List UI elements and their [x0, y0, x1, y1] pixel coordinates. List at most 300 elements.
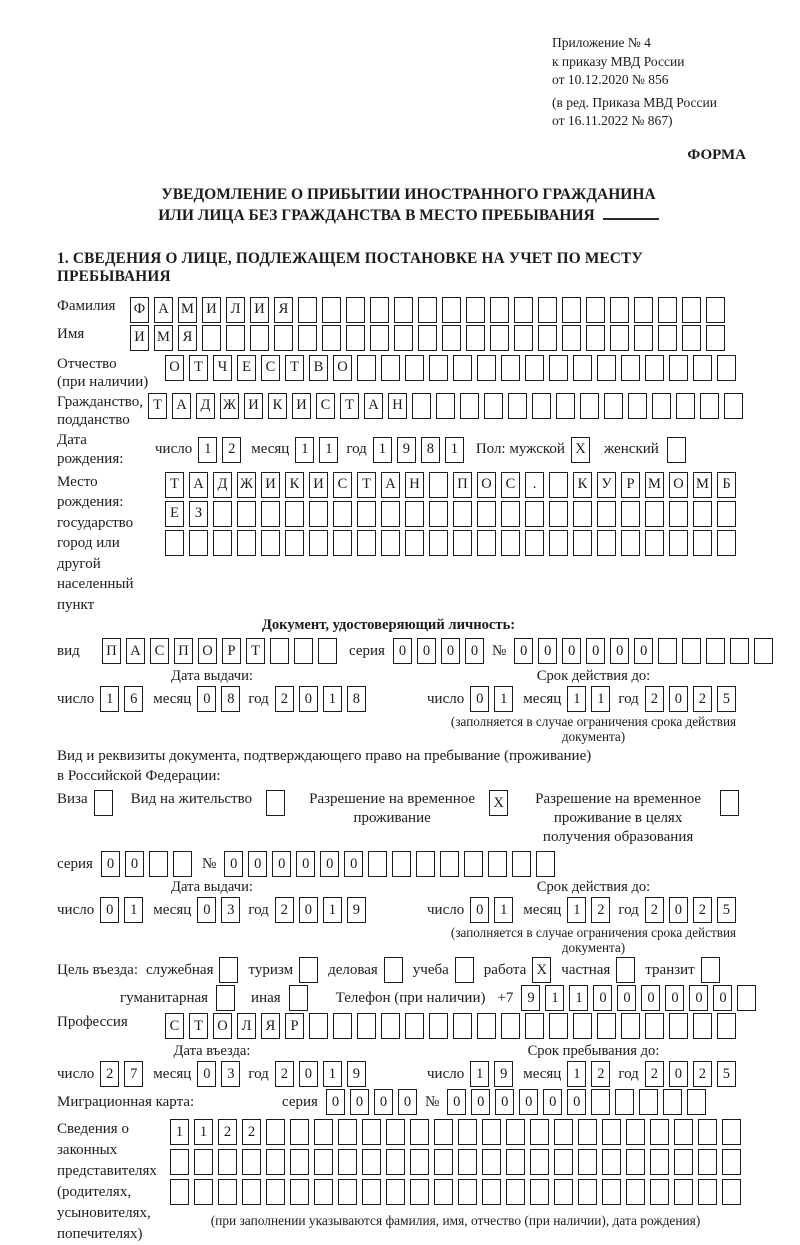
char-cell[interactable]	[362, 1179, 381, 1205]
char-cell[interactable]	[706, 297, 725, 323]
char-cell[interactable]: 1	[373, 437, 392, 463]
migration-series-input[interactable]	[326, 1089, 417, 1115]
char-cell[interactable]	[194, 1179, 213, 1205]
char-cell[interactable]	[381, 1013, 400, 1039]
char-cell[interactable]	[645, 355, 664, 381]
char-cell[interactable]: 0	[299, 686, 318, 712]
char-cell[interactable]: 0	[617, 985, 636, 1011]
char-cell[interactable]	[386, 1179, 405, 1205]
char-cell[interactable]	[170, 1149, 189, 1175]
char-cell[interactable]: А	[172, 393, 191, 419]
char-cell[interactable]: Я	[261, 1013, 280, 1039]
char-cell[interactable]	[602, 1149, 621, 1175]
char-cell[interactable]	[698, 1149, 717, 1175]
char-cell[interactable]	[333, 501, 352, 527]
char-cell[interactable]	[538, 325, 557, 351]
char-cell[interactable]	[514, 325, 533, 351]
birth-year-input[interactable]	[373, 437, 464, 463]
char-cell[interactable]	[580, 393, 599, 419]
char-cell[interactable]: 1	[567, 1061, 586, 1087]
char-cell[interactable]: И	[309, 472, 328, 498]
char-cell[interactable]	[591, 1089, 610, 1115]
char-cell[interactable]: Р	[285, 1013, 304, 1039]
char-cell[interactable]	[530, 1149, 549, 1175]
purpose-transit-checkbox[interactable]	[701, 957, 720, 983]
char-cell[interactable]: 3	[221, 1061, 240, 1087]
char-cell[interactable]: .	[525, 472, 544, 498]
char-cell[interactable]: С	[261, 355, 280, 381]
char-cell[interactable]	[621, 355, 640, 381]
char-cell[interactable]	[434, 1149, 453, 1175]
purpose-business-checkbox[interactable]	[384, 957, 403, 983]
char-cell[interactable]	[682, 638, 701, 664]
char-cell[interactable]	[482, 1179, 501, 1205]
char-cell[interactable]: Ч	[213, 355, 232, 381]
char-cell[interactable]	[514, 297, 533, 323]
char-cell[interactable]: 0	[641, 985, 660, 1011]
doc-series-input[interactable]	[393, 638, 484, 664]
char-cell[interactable]: К	[268, 393, 287, 419]
doc-issue-day[interactable]	[100, 686, 143, 712]
char-cell[interactable]	[586, 297, 605, 323]
char-cell[interactable]: Т	[189, 355, 208, 381]
char-cell[interactable]	[554, 1119, 573, 1145]
residence-valid-month[interactable]	[567, 897, 610, 923]
char-cell[interactable]: 9	[347, 897, 366, 923]
char-cell[interactable]: 2	[591, 1061, 610, 1087]
char-cell[interactable]	[626, 1179, 645, 1205]
char-cell[interactable]	[458, 1149, 477, 1175]
purpose-private-checkbox[interactable]	[616, 957, 635, 983]
char-cell[interactable]	[440, 851, 459, 877]
sex-female-checkbox[interactable]	[667, 437, 686, 463]
stay-day[interactable]	[470, 1061, 513, 1087]
char-cell[interactable]	[698, 1119, 717, 1145]
char-cell[interactable]	[700, 393, 719, 419]
char-cell[interactable]	[338, 1119, 357, 1145]
char-cell[interactable]: 1	[170, 1119, 189, 1145]
char-cell[interactable]: 5	[717, 686, 736, 712]
char-cell[interactable]	[381, 530, 400, 556]
char-cell[interactable]: Р	[222, 638, 241, 664]
visa-checkbox[interactable]	[94, 790, 113, 816]
char-cell[interactable]: К	[573, 472, 592, 498]
char-cell[interactable]	[333, 530, 352, 556]
residence-series-input[interactable]	[101, 851, 192, 877]
char-cell[interactable]: У	[597, 472, 616, 498]
char-cell[interactable]	[645, 501, 664, 527]
char-cell[interactable]: 1	[567, 897, 586, 923]
char-cell[interactable]	[314, 1179, 333, 1205]
char-cell[interactable]: Л	[237, 1013, 256, 1039]
char-cell[interactable]: 8	[347, 686, 366, 712]
char-cell[interactable]	[573, 355, 592, 381]
char-cell[interactable]: 0	[100, 897, 119, 923]
char-cell[interactable]: 1	[194, 1119, 213, 1145]
birth-day-input[interactable]	[198, 437, 241, 463]
char-cell[interactable]	[298, 325, 317, 351]
char-cell[interactable]: 2	[693, 686, 712, 712]
char-cell[interactable]	[536, 851, 555, 877]
char-cell[interactable]: Л	[226, 297, 245, 323]
char-cell[interactable]	[290, 1119, 309, 1145]
char-cell[interactable]	[674, 1179, 693, 1205]
char-cell[interactable]	[477, 530, 496, 556]
char-cell[interactable]: 0	[465, 638, 484, 664]
char-cell[interactable]	[338, 1149, 357, 1175]
purpose-humanitarian-checkbox[interactable]	[216, 985, 235, 1011]
char-cell[interactable]	[669, 501, 688, 527]
char-cell[interactable]	[322, 297, 341, 323]
char-cell[interactable]	[194, 1149, 213, 1175]
char-cell[interactable]: 0	[538, 638, 557, 664]
char-cell[interactable]: А	[381, 472, 400, 498]
char-cell[interactable]: О	[333, 355, 352, 381]
char-cell[interactable]: 0	[224, 851, 243, 877]
char-cell[interactable]	[610, 297, 629, 323]
char-cell[interactable]	[464, 851, 483, 877]
char-cell[interactable]	[549, 355, 568, 381]
char-cell[interactable]	[549, 501, 568, 527]
char-cell[interactable]: 0	[669, 1061, 688, 1087]
char-cell[interactable]	[578, 1179, 597, 1205]
char-cell[interactable]	[573, 530, 592, 556]
surname-input[interactable]	[130, 297, 725, 323]
char-cell[interactable]: 0	[344, 851, 363, 877]
char-cell[interactable]	[394, 297, 413, 323]
char-cell[interactable]	[266, 1179, 285, 1205]
char-cell[interactable]	[453, 501, 472, 527]
residence-issue-day[interactable]	[100, 897, 143, 923]
char-cell[interactable]	[261, 501, 280, 527]
char-cell[interactable]: 2	[275, 1061, 294, 1087]
char-cell[interactable]	[530, 1119, 549, 1145]
doc-issue-year[interactable]	[275, 686, 366, 712]
char-cell[interactable]	[309, 1013, 328, 1039]
char-cell[interactable]	[663, 1089, 682, 1115]
char-cell[interactable]	[394, 325, 413, 351]
char-cell[interactable]: 0	[634, 638, 653, 664]
char-cell[interactable]: 2	[275, 897, 294, 923]
char-cell[interactable]	[357, 1013, 376, 1039]
char-cell[interactable]	[669, 530, 688, 556]
char-cell[interactable]	[490, 325, 509, 351]
birth-place-input-row1[interactable]	[165, 472, 736, 498]
char-cell[interactable]: А	[189, 472, 208, 498]
char-cell[interactable]	[322, 325, 341, 351]
char-cell[interactable]: 1	[494, 897, 513, 923]
char-cell[interactable]	[392, 851, 411, 877]
entry-year[interactable]	[275, 1061, 366, 1087]
char-cell[interactable]	[418, 297, 437, 323]
char-cell[interactable]	[381, 501, 400, 527]
char-cell[interactable]: 0	[713, 985, 732, 1011]
char-cell[interactable]	[554, 1179, 573, 1205]
char-cell[interactable]	[442, 297, 461, 323]
char-cell[interactable]: О	[198, 638, 217, 664]
char-cell[interactable]	[370, 325, 389, 351]
char-cell[interactable]	[482, 1119, 501, 1145]
char-cell[interactable]	[602, 1119, 621, 1145]
stay-year[interactable]	[645, 1061, 736, 1087]
char-cell[interactable]	[525, 501, 544, 527]
char-cell[interactable]	[506, 1119, 525, 1145]
char-cell[interactable]	[525, 1013, 544, 1039]
char-cell[interactable]	[532, 393, 551, 419]
char-cell[interactable]	[477, 355, 496, 381]
char-cell[interactable]	[621, 1013, 640, 1039]
char-cell[interactable]	[650, 1149, 669, 1175]
char-cell[interactable]	[682, 297, 701, 323]
birth-place-input-row3[interactable]	[165, 530, 736, 556]
char-cell[interactable]	[285, 501, 304, 527]
char-cell[interactable]	[506, 1149, 525, 1175]
char-cell[interactable]: А	[126, 638, 145, 664]
char-cell[interactable]	[346, 297, 365, 323]
char-cell[interactable]	[573, 501, 592, 527]
char-cell[interactable]: Д	[213, 472, 232, 498]
char-cell[interactable]	[274, 325, 293, 351]
char-cell[interactable]	[453, 355, 472, 381]
char-cell[interactable]	[429, 472, 448, 498]
temp-residence-checkbox[interactable]: X	[489, 790, 508, 816]
char-cell[interactable]	[466, 297, 485, 323]
char-cell[interactable]	[490, 297, 509, 323]
char-cell[interactable]	[538, 297, 557, 323]
char-cell[interactable]	[189, 530, 208, 556]
char-cell[interactable]: О	[669, 472, 688, 498]
char-cell[interactable]: 2	[275, 686, 294, 712]
char-cell[interactable]	[628, 393, 647, 419]
char-cell[interactable]: 2	[693, 897, 712, 923]
char-cell[interactable]: 0	[470, 897, 489, 923]
char-cell[interactable]: 0	[514, 638, 533, 664]
char-cell[interactable]	[458, 1119, 477, 1145]
char-cell[interactable]	[549, 472, 568, 498]
char-cell[interactable]	[597, 1013, 616, 1039]
representatives-input-row3[interactable]	[170, 1179, 741, 1205]
char-cell[interactable]	[429, 355, 448, 381]
char-cell[interactable]	[658, 325, 677, 351]
char-cell[interactable]: С	[165, 1013, 184, 1039]
char-cell[interactable]: 8	[221, 686, 240, 712]
char-cell[interactable]	[615, 1089, 634, 1115]
phone-input[interactable]	[521, 985, 756, 1011]
char-cell[interactable]	[501, 355, 520, 381]
char-cell[interactable]	[669, 355, 688, 381]
doc-valid-month[interactable]	[567, 686, 610, 712]
char-cell[interactable]: 1	[591, 686, 610, 712]
char-cell[interactable]: 8	[421, 437, 440, 463]
char-cell[interactable]: 0	[447, 1089, 466, 1115]
char-cell[interactable]: 0	[689, 985, 708, 1011]
char-cell[interactable]	[621, 501, 640, 527]
char-cell[interactable]: Т	[340, 393, 359, 419]
char-cell[interactable]	[318, 638, 337, 664]
char-cell[interactable]: 1	[124, 897, 143, 923]
char-cell[interactable]	[436, 393, 455, 419]
char-cell[interactable]	[453, 530, 472, 556]
char-cell[interactable]: 2	[218, 1119, 237, 1145]
char-cell[interactable]: Т	[189, 1013, 208, 1039]
char-cell[interactable]	[429, 530, 448, 556]
char-cell[interactable]: Р	[621, 472, 640, 498]
char-cell[interactable]	[405, 530, 424, 556]
char-cell[interactable]	[652, 393, 671, 419]
char-cell[interactable]: А	[364, 393, 383, 419]
representatives-input-row2[interactable]	[170, 1149, 741, 1175]
char-cell[interactable]	[149, 851, 168, 877]
char-cell[interactable]: 2	[645, 897, 664, 923]
char-cell[interactable]	[562, 297, 581, 323]
char-cell[interactable]	[556, 393, 575, 419]
char-cell[interactable]	[754, 638, 773, 664]
purpose-official-checkbox[interactable]	[219, 957, 238, 983]
char-cell[interactable]	[357, 501, 376, 527]
char-cell[interactable]: 2	[645, 1061, 664, 1087]
char-cell[interactable]: 0	[470, 686, 489, 712]
char-cell[interactable]	[650, 1119, 669, 1145]
char-cell[interactable]	[530, 1179, 549, 1205]
char-cell[interactable]	[218, 1179, 237, 1205]
char-cell[interactable]	[237, 501, 256, 527]
patronymic-input[interactable]	[165, 355, 736, 381]
purpose-work-checkbox[interactable]: X	[532, 957, 551, 983]
birth-place-input-row2[interactable]	[165, 501, 736, 527]
residence-number-input[interactable]	[224, 851, 555, 877]
char-cell[interactable]	[346, 325, 365, 351]
char-cell[interactable]	[717, 1013, 736, 1039]
char-cell[interactable]: 9	[347, 1061, 366, 1087]
char-cell[interactable]	[242, 1149, 261, 1175]
char-cell[interactable]: 0	[272, 851, 291, 877]
purpose-tourism-checkbox[interactable]	[299, 957, 318, 983]
char-cell[interactable]: 0	[562, 638, 581, 664]
char-cell[interactable]: 0	[350, 1089, 369, 1115]
char-cell[interactable]: И	[130, 325, 149, 351]
char-cell[interactable]	[290, 1149, 309, 1175]
char-cell[interactable]	[405, 501, 424, 527]
char-cell[interactable]	[597, 530, 616, 556]
char-cell[interactable]	[357, 355, 376, 381]
char-cell[interactable]: 9	[521, 985, 540, 1011]
char-cell[interactable]: 7	[124, 1061, 143, 1087]
char-cell[interactable]	[717, 501, 736, 527]
char-cell[interactable]	[634, 325, 653, 351]
char-cell[interactable]	[724, 393, 743, 419]
char-cell[interactable]	[466, 325, 485, 351]
char-cell[interactable]	[202, 325, 221, 351]
char-cell[interactable]	[698, 1179, 717, 1205]
char-cell[interactable]	[213, 530, 232, 556]
char-cell[interactable]	[370, 297, 389, 323]
char-cell[interactable]: 1	[569, 985, 588, 1011]
char-cell[interactable]	[434, 1179, 453, 1205]
char-cell[interactable]: Н	[388, 393, 407, 419]
char-cell[interactable]	[477, 501, 496, 527]
char-cell[interactable]: Е	[237, 355, 256, 381]
char-cell[interactable]: И	[202, 297, 221, 323]
char-cell[interactable]: 1	[494, 686, 513, 712]
char-cell[interactable]: 0	[296, 851, 315, 877]
char-cell[interactable]: 2	[222, 437, 241, 463]
char-cell[interactable]	[722, 1119, 741, 1145]
char-cell[interactable]	[386, 1149, 405, 1175]
char-cell[interactable]: Т	[165, 472, 184, 498]
char-cell[interactable]	[597, 355, 616, 381]
char-cell[interactable]: 0	[197, 1061, 216, 1087]
char-cell[interactable]: О	[213, 1013, 232, 1039]
char-cell[interactable]: 0	[669, 897, 688, 923]
doc-number-input[interactable]	[514, 638, 773, 664]
char-cell[interactable]	[294, 638, 313, 664]
char-cell[interactable]	[333, 1013, 352, 1039]
residence-permit-checkbox[interactable]	[266, 790, 285, 816]
char-cell[interactable]	[674, 1149, 693, 1175]
entry-day[interactable]	[100, 1061, 143, 1087]
char-cell[interactable]	[717, 355, 736, 381]
doc-issue-month[interactable]	[197, 686, 240, 712]
char-cell[interactable]	[549, 1013, 568, 1039]
char-cell[interactable]	[682, 325, 701, 351]
char-cell[interactable]	[298, 297, 317, 323]
char-cell[interactable]	[266, 1149, 285, 1175]
char-cell[interactable]	[213, 501, 232, 527]
sex-male-checkbox[interactable]: X	[571, 437, 590, 463]
char-cell[interactable]: 0	[417, 638, 436, 664]
char-cell[interactable]	[309, 530, 328, 556]
char-cell[interactable]	[645, 1013, 664, 1039]
char-cell[interactable]: 1	[295, 437, 314, 463]
char-cell[interactable]: 5	[717, 1061, 736, 1087]
char-cell[interactable]	[578, 1119, 597, 1145]
char-cell[interactable]: С	[316, 393, 335, 419]
char-cell[interactable]: 0	[326, 1089, 345, 1115]
char-cell[interactable]: Ж	[237, 472, 256, 498]
char-cell[interactable]	[658, 638, 677, 664]
char-cell[interactable]: 0	[567, 1089, 586, 1115]
char-cell[interactable]	[506, 1179, 525, 1205]
char-cell[interactable]: П	[102, 638, 121, 664]
char-cell[interactable]: 0	[398, 1089, 417, 1115]
birth-month-input[interactable]	[295, 437, 338, 463]
char-cell[interactable]: 0	[320, 851, 339, 877]
char-cell[interactable]	[410, 1149, 429, 1175]
char-cell[interactable]: 1	[470, 1061, 489, 1087]
char-cell[interactable]	[412, 393, 431, 419]
char-cell[interactable]	[170, 1179, 189, 1205]
char-cell[interactable]: О	[165, 355, 184, 381]
residence-valid-day[interactable]	[470, 897, 513, 923]
purpose-other-checkbox[interactable]	[289, 985, 308, 1011]
char-cell[interactable]: 0	[495, 1089, 514, 1115]
char-cell[interactable]	[484, 393, 503, 419]
doc-type-input[interactable]	[102, 638, 337, 664]
char-cell[interactable]	[573, 1013, 592, 1039]
char-cell[interactable]: 0	[586, 638, 605, 664]
char-cell[interactable]: Б	[717, 472, 736, 498]
char-cell[interactable]	[270, 638, 289, 664]
char-cell[interactable]	[314, 1119, 333, 1145]
char-cell[interactable]: И	[292, 393, 311, 419]
char-cell[interactable]: Т	[357, 472, 376, 498]
char-cell[interactable]	[693, 530, 712, 556]
purpose-study-checkbox[interactable]	[455, 957, 474, 983]
char-cell[interactable]: 0	[441, 638, 460, 664]
char-cell[interactable]: Е	[165, 501, 184, 527]
char-cell[interactable]	[386, 1119, 405, 1145]
char-cell[interactable]: 1	[545, 985, 564, 1011]
